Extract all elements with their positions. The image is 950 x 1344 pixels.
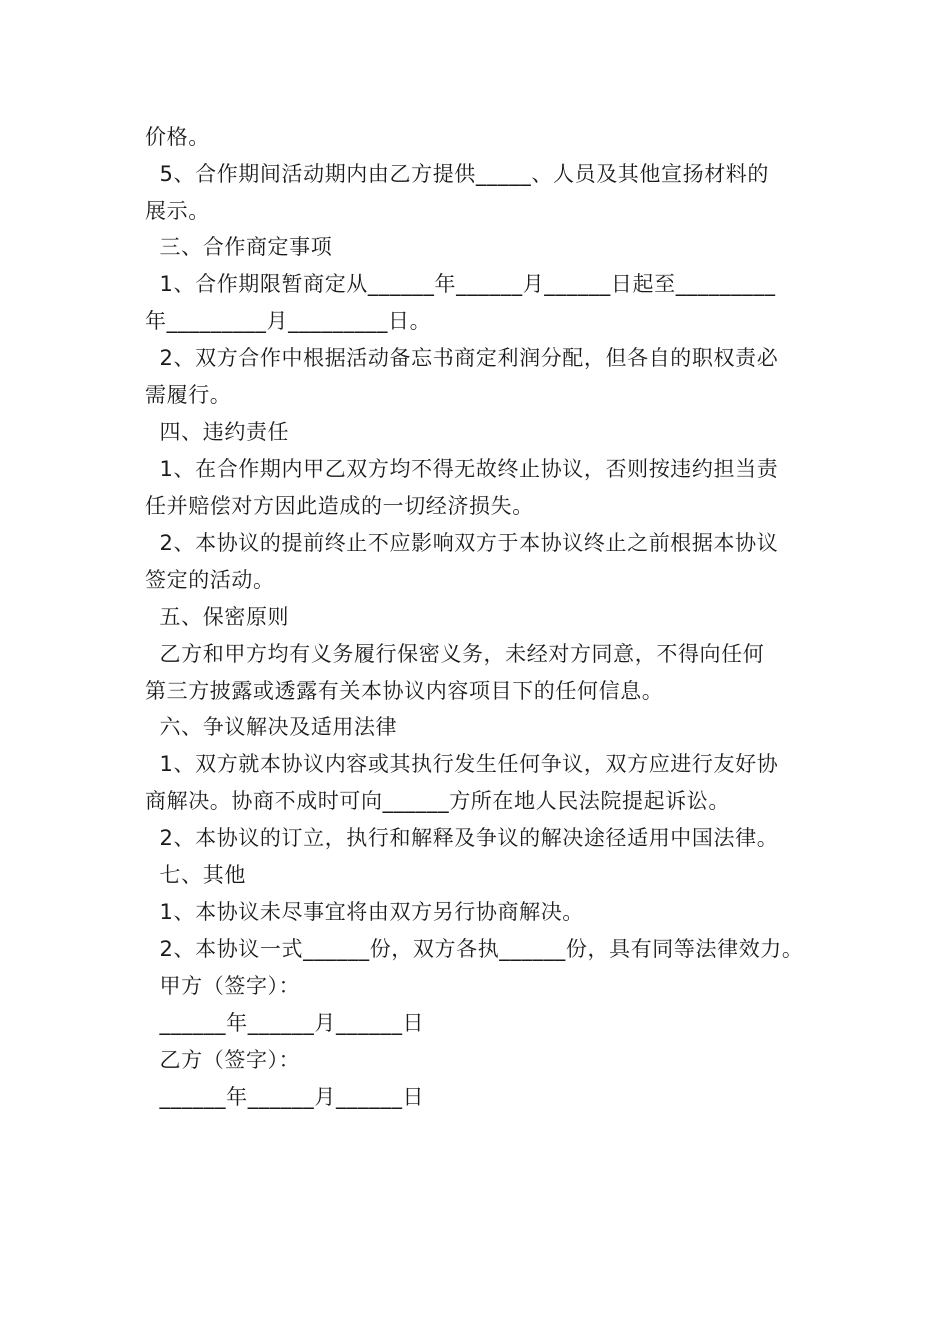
text-line: 签定的活动。 bbox=[145, 568, 275, 592]
text-line: 乙方和甲方均有义务履行保密义务，未经对方同意，不得向任何 bbox=[145, 642, 765, 666]
text-line: 2、本协议的提前终止不应影响双方于本协议终止之前根据本协议 bbox=[145, 531, 779, 555]
section-heading: 三、合作商定事项 bbox=[145, 235, 333, 259]
date-line-party-a: ______年______月______日 bbox=[145, 1011, 425, 1035]
section-heading: 六、争议解决及适用法律 bbox=[145, 715, 398, 739]
text-line: 1、双方就本协议内容或其执行发生任何争议，双方应进行友好协 bbox=[145, 752, 779, 776]
text-line: 年_________月_________日。 bbox=[145, 309, 432, 333]
text-line: 1、合作期限暂商定从______年______月______日起至_________ bbox=[145, 272, 776, 296]
section-heading: 五、保密原则 bbox=[145, 605, 290, 629]
text-line: 1、本协议未尽事宜将由双方另行协商解决。 bbox=[145, 900, 584, 924]
text-line: 需履行。 bbox=[145, 383, 232, 407]
text-line: 2、本协议一式______份，双方各执______份，具有同等法律效力。 bbox=[145, 937, 804, 961]
date-line-party-b: ______年______月______日 bbox=[145, 1085, 425, 1109]
text-line: 2、本协议的订立，执行和解释及争议的解决途径适用中国法律。 bbox=[145, 826, 779, 850]
text-line: 5、合作期间活动期内由乙方提供_____、人员及其他宣扬材料的 bbox=[145, 162, 770, 186]
section-heading: 四、违约责任 bbox=[145, 420, 290, 444]
signature-label-party-a: 甲方（签字）： bbox=[145, 974, 301, 998]
text-line: 商解决。协商不成时可向______方所在地人民法院提起诉讼。 bbox=[145, 789, 730, 813]
signature-label-party-b: 乙方（签字）： bbox=[145, 1048, 301, 1072]
text-line: 第三方披露或透露有关本协议内容项目下的任何信息。 bbox=[145, 679, 664, 703]
text-line: 价格。 bbox=[145, 125, 210, 149]
text-line: 任并赔偿对方因此造成的一切经济损失。 bbox=[145, 494, 534, 518]
text-line: 展示。 bbox=[145, 199, 210, 223]
text-line: 1、在合作期内甲乙双方均不得无故终止协议，否则按违约担当责 bbox=[145, 457, 779, 481]
text-line: 2、双方合作中根据活动备忘书商定利润分配，但各自的职权责必 bbox=[145, 346, 779, 370]
section-heading: 七、其他 bbox=[145, 863, 246, 887]
